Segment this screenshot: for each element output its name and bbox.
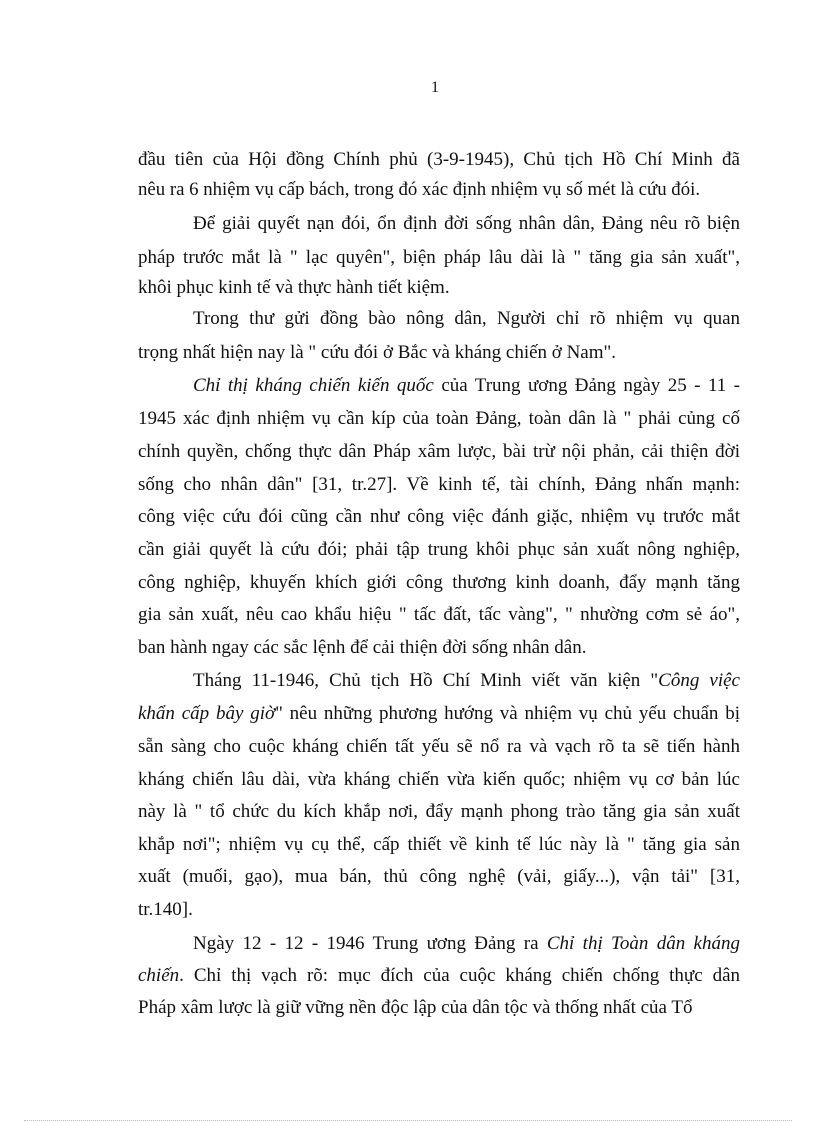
text-segment: của Trung ương Đảng ngày 25 - 11 - (433, 375, 741, 396)
text-segment: đầu tiên của Hội đồng Chính phủ (3-9-1945), Chủ tịch Hồ Chí Minh đã (138, 149, 740, 170)
text-segment: nêu ra 6 nhiệm vụ cấp bách, trong đó xác định nhiệm vụ số mét là cứu đói. (138, 179, 701, 200)
text-line (193, 307, 740, 331)
text-line (138, 768, 740, 792)
italic-text: Chỉ thị kháng chiến kiến quốc (193, 375, 434, 396)
text-line (138, 735, 740, 759)
text-line (138, 800, 740, 824)
text-segment: Để giải quyết nạn đói, ổn định đời sống nhân dân, Đảng nêu rõ biện (193, 213, 740, 234)
text-segment: chính quyền, chống thực dân Pháp xâm lược, bài trừ nội phản, cải thiện đời (138, 441, 740, 462)
text-line (138, 505, 740, 529)
text-line (193, 932, 740, 956)
text-segment: xuất (muối, gạo), mua bán, thủ công nghệ (vải, giấy...), vận tải" [31, (138, 866, 740, 887)
text-line (193, 669, 740, 693)
text-segment: Pháp xâm lược là giữ vững nền độc lập của dân tộc và thống nhất của Tổ (138, 997, 693, 1018)
text-segment: 1945 xác định nhiệm vụ cần kíp của toàn Đảng, toàn dân là " phải củng cố (138, 408, 740, 429)
text-line (138, 148, 740, 172)
page-number: 1 (431, 79, 439, 96)
italic-text: Chỉ thị Toàn dân kháng (546, 933, 740, 954)
text-segment: Tháng 11-1946, Chủ tịch Hồ Chí Minh viết văn kiện " (193, 670, 659, 691)
text-line (138, 865, 740, 889)
text-segment: trọng nhất hiện nay là " cứu đói ở Bắc và kháng chiến ở Nam". (138, 342, 617, 363)
text-segment: " nêu những phương hướng và nhiệm vụ chủ yếu chuẩn bị (275, 703, 740, 724)
text-segment: công việc cứu đói cũng cần như công việc đánh giặc, nhiệm vụ trước mắt (138, 506, 740, 527)
text-line (138, 603, 740, 627)
text-line (193, 374, 740, 398)
text-segment: tr.140]. (138, 899, 193, 920)
text-segment: pháp trước mắt là " lạc quyên", biện pháp lâu dài là " tăng gia sản xuất", (138, 247, 740, 268)
text-segment: khôi phục kinh tế và thực hành tiết kiệm. (138, 277, 450, 298)
italic-text: khẩn cấp bây giờ (138, 703, 276, 724)
text-segment: . Chỉ thị vạch rõ: mục đích của cuộc kháng chiến chống thực dân (179, 965, 740, 986)
text-line (138, 571, 740, 595)
page-bottom-rule (24, 1120, 792, 1121)
text-segment: sống cho nhân dân" [31, tr.27]. Về kinh tế, tài chính, Đảng nhấn mạnh: (138, 474, 740, 495)
text-segment: này là " tổ chức du kích khắp nơi, đẩy mạnh phong trào tăng gia sản xuất (138, 801, 740, 822)
text-line (138, 538, 740, 562)
text-segment: sẵn sàng cho cuộc kháng chiến tất yếu sẽ nổ ra và vạch rõ ta sẽ tiến hành (138, 736, 740, 757)
text-segment: Ngày 12 - 12 - 1946 Trung ương Đảng ra (193, 933, 547, 954)
text-line (138, 833, 740, 857)
text-segment: ban hành ngay các sắc lệnh để cải thiện đời sống nhân dân. (138, 637, 587, 658)
text-line (138, 341, 616, 365)
italic-text: chiến (138, 965, 180, 986)
text-segment: kháng chiến lâu dài, vừa kháng chiến vừa kiến quốc; nhiệm vụ cơ bản lúc (138, 769, 740, 790)
text-line (138, 996, 693, 1020)
text-segment: cần giải quyết là cứu đói; phải tập trung khôi phục sản xuất nông nghiệp, (138, 539, 740, 560)
text-segment: gia sản xuất, nêu cao khẩu hiệu " tấc đất, tấc vàng", " nhường cơm sẻ áo", (138, 604, 740, 625)
text-line (138, 702, 740, 726)
text-line (138, 898, 193, 922)
text-segment: Trong thư gửi đồng bào nông dân, Người chỉ rõ nhiệm vụ quan (193, 308, 740, 329)
text-line (138, 636, 586, 660)
text-line (138, 407, 740, 431)
text-segment: công nghiệp, khuyến khích giới công thương kinh doanh, đẩy mạnh tăng (138, 572, 740, 593)
text-line (138, 964, 740, 988)
italic-text: Công việc (658, 670, 740, 691)
text-line (138, 246, 740, 270)
text-line (138, 473, 740, 497)
text-line (138, 178, 700, 202)
text-line (138, 276, 450, 300)
text-line (193, 212, 740, 236)
text-segment: khắp nơi"; nhiệm vụ cụ thể, cấp thiết về kinh tế lúc này là " tăng gia sản (138, 834, 740, 855)
text-line (138, 440, 740, 464)
